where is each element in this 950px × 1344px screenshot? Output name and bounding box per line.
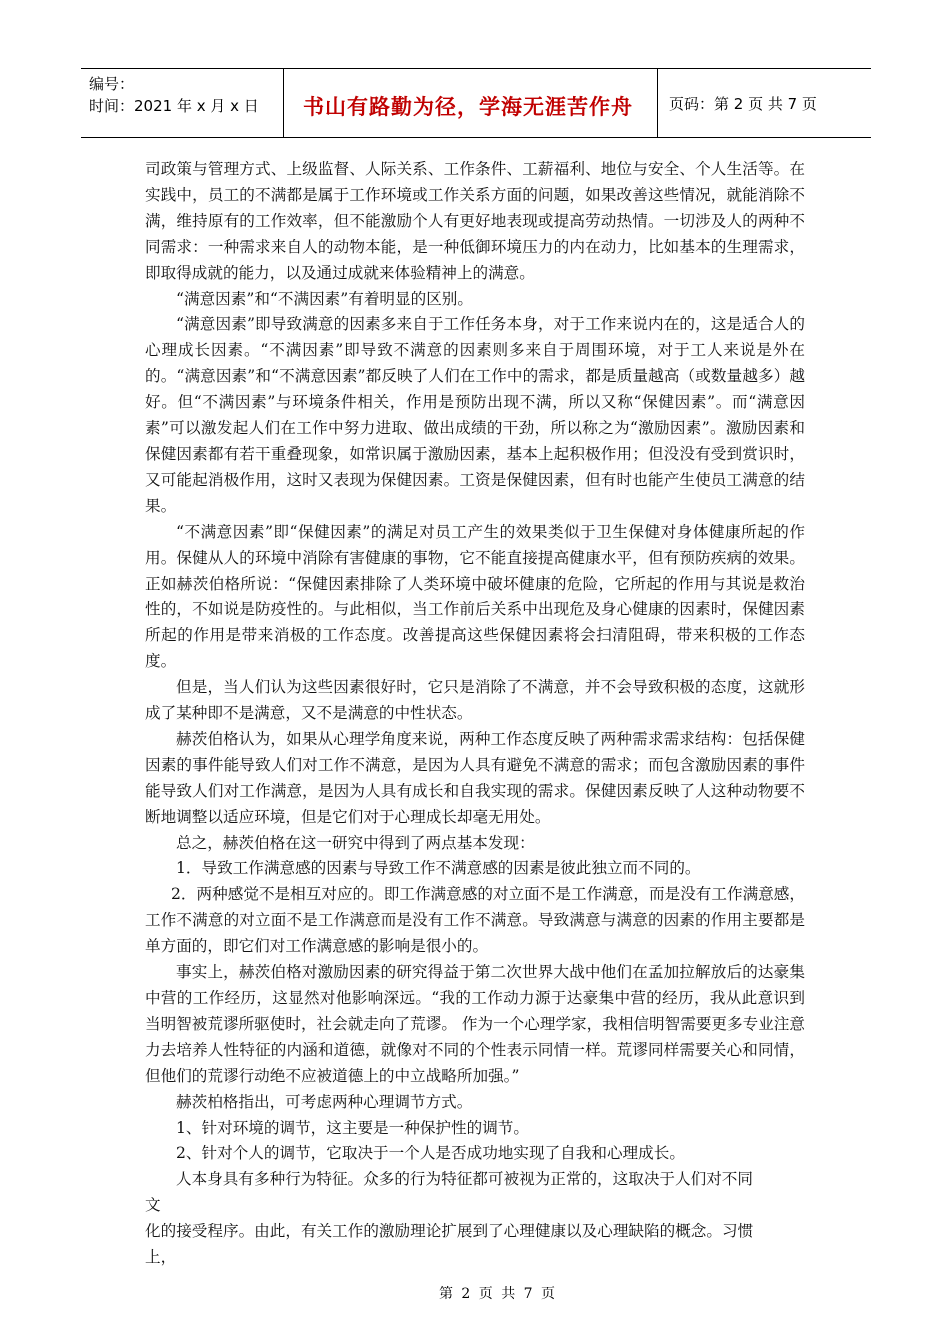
paragraph: “不满意因素”即“保健因素”的满足对员工产生的效果类似于卫生保健对身体健康所起的作用。保健从人的环境中消除有害健康的事物，它不能直接提高健康水平，但有预防疾病的效果。正如赫茨伯格所说：“保健因素排除了人类环境中破坏健康的危险，它所起的作用与其说是救治性的，不如说是防疫性的。与此相似，当工作前后关系中出现危及身心健康的因素时，保健因素所起的作用是带来消极的工作态度。改善提高这些保健因素将会扫清阻碍，带来积极的工作态度。 <box>145 522 805 671</box>
list-item: 1、针对环境的调节，这主要是一种保护性的调节。 <box>176 1118 529 1137</box>
list-item: 2．两种感觉不是相互对应的。即工作满意感的对立面不是工作满意，而是没有工作满意感，工作不满意的对立面不是工作满意而是没有工作不满意。导致满意与满意的因素的作用主要都是单方面的，即它们对工作满意感的影响是很小的。 <box>145 885 805 956</box>
paragraph: “满意因素”和“不满因素”有着明显的区别。 <box>176 289 473 308</box>
list-item: 1．导致工作满意感的因素与导致工作不满意感的因素是彼此独立而不同的。 <box>176 859 701 878</box>
paragraph: 司政策与管理方式、上级监督、人际关系、工作条件、工薪福利、地位与安全、个人生活等。在实践中，员工的不满都是属于工作环境或工作关系方面的问题，如果改善这些情况，就能消除不满，维持原有的工作效率，但不能激励个人有更好地表现或提高劳动热情。一切涉及人的两种不同需求：一种需求来自人的动物本能，是一种低御环境压力的内在动力，比如基本的生理需求，即取得成就的能力，以及通过成就来体验精神上的满意。 <box>145 160 805 282</box>
header-meta <box>89 73 279 117</box>
document-body <box>145 157 805 1271</box>
header-page-number: 页码：第 2 页 共 7 页 <box>669 95 817 113</box>
header-divider <box>657 69 658 137</box>
header-motto: 书山有路勤为径，学海无涯苦作舟 <box>303 95 633 119</box>
list-item: 2、针对个人的调节，它取决于一个人是否成功地实现了自我和心理成长。 <box>176 1144 685 1163</box>
paragraph: 但是，当人们认为这些因素很好时，它只是消除了不满意，并不会导致积极的态度，这就形成了某种即不是满意，又不是满意的中性状态。 <box>145 678 805 723</box>
paragraph: 总之，赫茨伯格在这一研究中得到了两点基本发现： <box>176 833 535 852</box>
paragraph: “满意因素”即导致满意的因素多来自于工作任务本身，对于工作来说内在的，这是适合人的心理成长因素。“不满因素”即导致不满意的因素则多来自于周围环境，对于工人来说是外在的。“满意因素”和“不满意因素”都反映了人们在工作中的需求，都是质量越高（或数量越多）越好。但“不满因素”与环境条件相关，作用是预防出现不满，所以又称“保健因素”。而“满意因素”可以激发起人们在工作中努力进取、做出成绩的干劲，所以称之为“激励因素”。激励因素和保健因素都有若干重叠现象，如常识属于激励因素，基本上起积极作用；但没没有受到赏识时，又可能起消极作用，这时又表现为保健因素。工资是保健因素，但有时也能产生使员工满意的结果。 <box>145 315 805 515</box>
paragraph: 赫茨柏格指出，可考虑两种心理调节方式。 <box>176 1092 473 1111</box>
paragraph: 赫茨伯格认为，如果从心理学角度来说，两种工作态度反映了两种需求需求结构：包括保健因素的事件能导致人们对工作不满意，是因为人具有避免不满意的需求；而包含激励因素的事件能导致人们对工作满意，是因为人具有成长和自我实现的需求。保健因素反映了人这种动物要不断地调整以适应环境，但是它们对于心理成长却毫无用处。 <box>145 729 805 826</box>
document-date: 时间：2021 年 x 月 x 日 <box>89 97 259 115</box>
paragraph: 人本身具有多种行为特征。众多的行为特征都可被视为正常的，这取决于人们对不同 <box>176 1170 753 1189</box>
paragraph: 事实上，赫茨伯格对激励因素的研究得益于第二次世界大战中他们在孟加拉解放后的达豪集中营的工作经历，这显然对他影响深远。“我的工作动力源于达豪集中营的经历，我从此意识到当明智被荒谬所驱使时，社会就走向了荒谬。 作为一个心理学家，我相信明智需要更多专业注意力去培养人性特征的内涵和道德，就像对不同的个性表示同情一样。荒谬同样需要关心和同情，但他们的荒谬行动绝不应被道德上的中立战略所加强。” <box>145 963 805 1085</box>
page-header <box>81 68 871 138</box>
paragraph-continuation: 上， <box>145 1248 177 1267</box>
paragraph-continuation: 文 <box>145 1196 161 1215</box>
document-number: 编号： <box>89 75 135 93</box>
paragraph: 化的接受程序。由此，有关工作的激励理论扩展到了心理健康以及心理缺陷的概念。习惯 <box>145 1222 754 1241</box>
page-footer: 第 2 页 共 7 页 <box>438 1286 556 1302</box>
